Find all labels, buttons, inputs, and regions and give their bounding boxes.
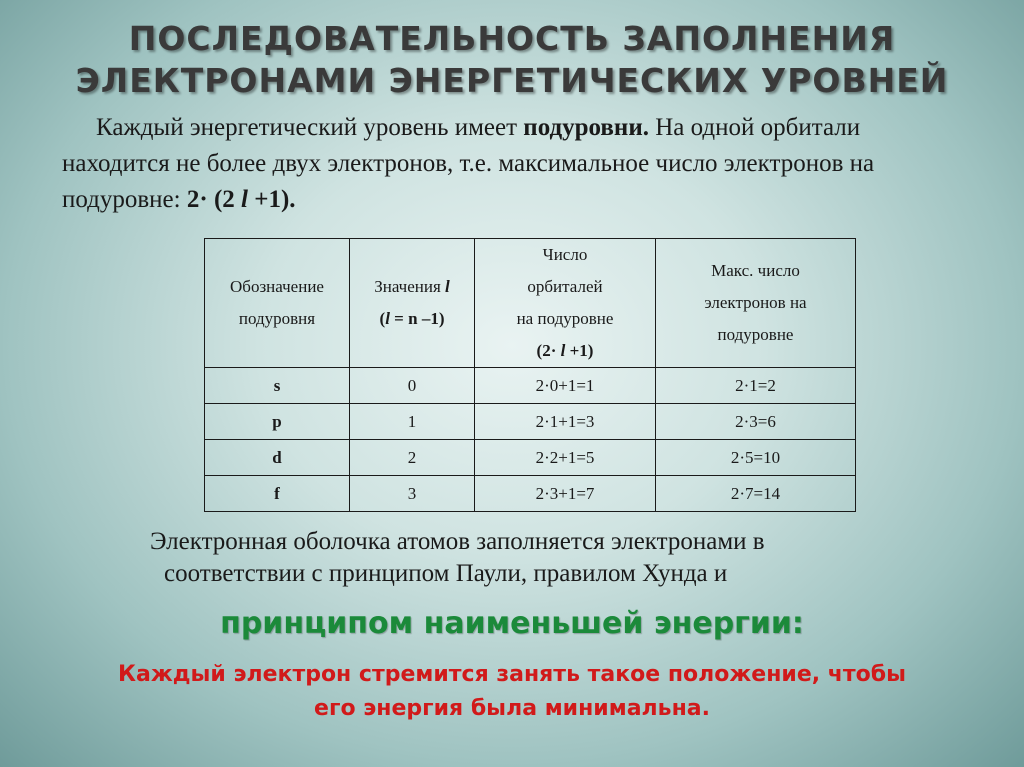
cell-max: 2·1=2 — [656, 368, 856, 404]
table-row — [205, 368, 856, 404]
cell-l: 1 — [350, 404, 475, 440]
title-line-1: ПОСЛЕДОВАТЕЛЬНОСТЬ ЗАПОЛНЕНИЯ — [128, 19, 896, 58]
rules-paragraph — [150, 526, 950, 590]
cell-max: 2·7=14 — [656, 476, 856, 512]
intro-bold-term: подуровни. — [523, 114, 649, 141]
header-l-values — [350, 239, 475, 368]
header-orbitals-l: l — [560, 341, 566, 360]
header-orbitals-line1: Число — [542, 245, 588, 264]
header-orbitals-line3: на подуровне — [516, 309, 614, 328]
cell-sym: p — [205, 404, 350, 440]
cell-sym: f — [205, 476, 350, 512]
cell-orbitals: 2·2+1=5 — [475, 440, 656, 476]
sublevel-table — [204, 238, 856, 512]
header-orbitals-formula-b: +1) — [565, 341, 594, 360]
header-designation-line1: Обозначение — [230, 277, 324, 296]
formula-part-a: 2· (2 — [186, 186, 242, 213]
formula-l: l — [241, 186, 248, 213]
header-designation — [205, 239, 350, 368]
header-l-paren: ( — [379, 309, 386, 328]
table-header-row — [205, 239, 856, 368]
header-l-symbol: l — [445, 277, 450, 296]
header-designation-line2: подуровня — [238, 309, 316, 328]
header-max-line1: Макс. число — [711, 261, 800, 280]
table-row — [205, 440, 856, 476]
intro-text-2: На одной орбитали находится не более двух электронов, т.е. максимальное число электронов на подуровне: — [62, 114, 875, 213]
principle-statement — [40, 658, 984, 726]
cell-l: 2 — [350, 440, 475, 476]
principle-heading: принципом наименьшей энергии: — [220, 606, 804, 641]
header-orbitals-formula-a: (2· — [536, 341, 561, 360]
principle-line-1: Каждый электрон стремится занять такое положение, чтобы — [117, 662, 906, 687]
header-l-line2 — [350, 303, 474, 335]
header-orbitals — [475, 239, 656, 368]
header-orbitals-line2: орбиталей — [527, 277, 603, 296]
header-l-line1 — [350, 271, 474, 303]
title-line-2: ЭЛЕКТРОНАМИ ЭНЕРГЕТИЧЕСКИХ УРОВНЕЙ — [75, 61, 949, 100]
header-max-line2: электронов на — [704, 293, 807, 312]
intro-paragraph — [62, 110, 942, 218]
cell-l: 0 — [350, 368, 475, 404]
cell-max: 2·5=10 — [656, 440, 856, 476]
cell-sym: d — [205, 440, 350, 476]
header-max-line3: подуровне — [717, 325, 794, 344]
table-row — [205, 476, 856, 512]
formula-part-b: +1). — [247, 186, 296, 213]
cell-sym: s — [205, 368, 350, 404]
cell-orbitals: 2·0+1=1 — [475, 368, 656, 404]
cell-orbitals: 2·3+1=7 — [475, 476, 656, 512]
header-orbitals-line4 — [475, 335, 655, 367]
cell-orbitals: 2·1+1=3 — [475, 404, 656, 440]
intro-text-1: Каждый энергетический уровень имеет — [96, 114, 524, 141]
rules-line-1: Электронная оболочка атомов заполняется электронами в — [150, 528, 765, 555]
slide-title — [0, 18, 1024, 102]
principle-line-2: его энергия была минимальна. — [314, 696, 710, 721]
intro-formula — [187, 186, 296, 213]
header-l-symbol-2: l — [385, 309, 390, 328]
cell-l: 3 — [350, 476, 475, 512]
header-l-formula: = n –1) — [389, 309, 445, 328]
cell-max: 2·3=6 — [656, 404, 856, 440]
header-max-electrons — [656, 239, 856, 368]
table-row — [205, 404, 856, 440]
header-l-text: Значения — [374, 277, 446, 296]
rules-line-2: соответствии с принципом Паули, правилом Хунда и — [164, 560, 728, 587]
